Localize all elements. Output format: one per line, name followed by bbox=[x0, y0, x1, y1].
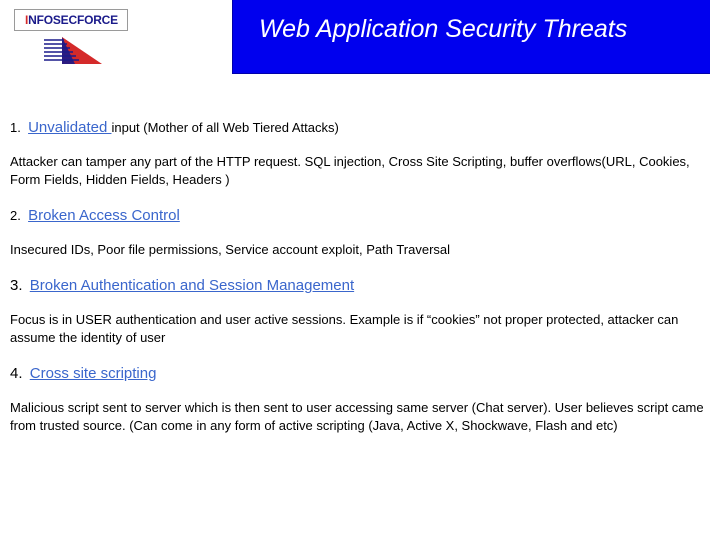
threat-4-description: Malicious script sent to server which is then sent to user accessing same server (Chat server). User believes script came from trusted source. (Can come in any form of active scripting (Java, Active X, Shockwave, Flash and etc) bbox=[10, 400, 704, 433]
logo-text bbox=[25, 13, 118, 27]
title-banner bbox=[232, 0, 710, 74]
threat-4-link[interactable]: Cross site scripting bbox=[29, 365, 157, 382]
page-title: Web Application Security Threats bbox=[259, 15, 628, 43]
logo-rest: NFOSECFORCE bbox=[28, 13, 118, 27]
threat-3-heading bbox=[10, 277, 722, 295]
threat-1-heading bbox=[10, 119, 722, 137]
threat-2-heading bbox=[10, 207, 722, 225]
threat-4-number: 4. bbox=[10, 365, 23, 382]
threat-1-link[interactable]: Unvalidated bbox=[28, 119, 112, 136]
logo-triangle-icon bbox=[42, 36, 104, 66]
threat-2-description: Insecured IDs, Poor file permissions, Service account exploit, Path Traversal bbox=[10, 242, 451, 257]
threat-1-suffix: input (Mother of all Web Tiered Attacks) bbox=[111, 120, 339, 135]
threat-list bbox=[10, 119, 722, 435]
logo-first-letter: I bbox=[25, 13, 29, 27]
threat-3-link[interactable]: Broken Authentication and Session Management bbox=[29, 277, 355, 294]
threat-1-description: Attacker can tamper any part of the HTTP request. SQL injection, Cross Site Scripting, buffer overflows(URL, Cookies, Form Fields, Hidden Fields, Headers ) bbox=[10, 154, 690, 187]
threat-1-number: 1. bbox=[10, 120, 21, 135]
threat-2-link[interactable]: Broken Access Control bbox=[28, 207, 180, 224]
threat-3-number: 3. bbox=[10, 277, 23, 294]
threat-2-number: 2. bbox=[10, 208, 21, 223]
threat-3-description: Focus is in USER authentication and user active sessions. Example is if “cookies” not proper protected, attacker can assume the identity of user bbox=[10, 312, 679, 345]
logo-box bbox=[14, 9, 128, 31]
threat-4-heading bbox=[10, 365, 722, 383]
